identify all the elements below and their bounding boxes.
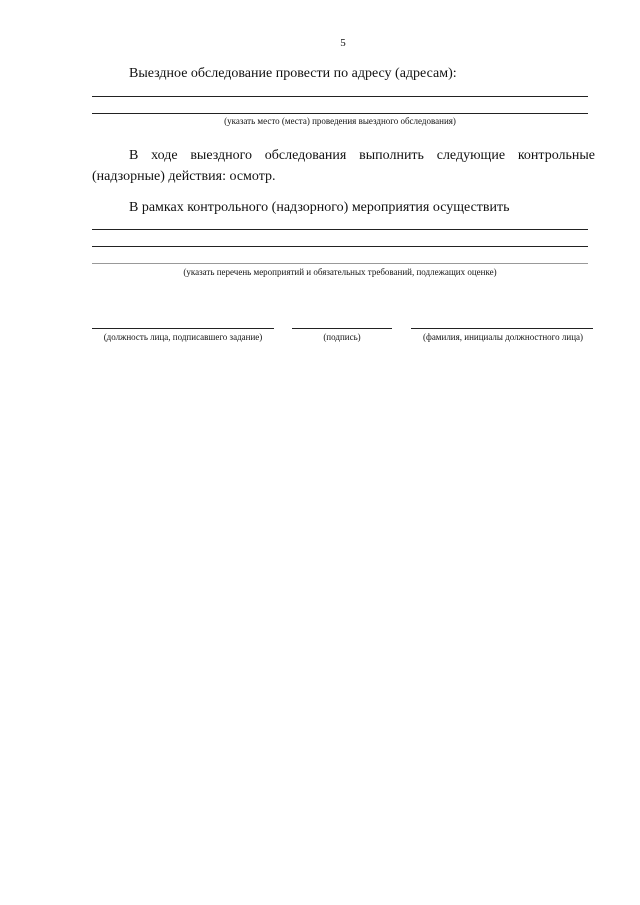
address-fill-line-1 <box>92 96 588 97</box>
control-measures-text: В рамках контрольного (надзорного) мероприятия осуществить <box>129 200 510 215</box>
inspection-address-text: Выездное обследование провести по адресу (адресам): <box>129 66 457 81</box>
signature-line <box>292 328 392 329</box>
address-caption: (указать место (места) проведения выездного обследования) <box>224 116 456 126</box>
name-caption: (фамилия, инициалы должностного лица) <box>422 332 583 342</box>
name-signature-line <box>411 328 593 329</box>
position-signature-line <box>92 328 274 329</box>
measures-fill-line-3 <box>92 263 588 264</box>
position-caption: (должность лица, подписавшего задание) <box>103 332 263 342</box>
measures-fill-line-2 <box>92 246 588 247</box>
control-actions-text: В ходе выездного обследования выполнить следующие контрольные (надзорные) действия: осмотр. <box>92 148 595 184</box>
page-number: 5 <box>340 37 346 49</box>
signature-caption: (подпись) <box>323 332 361 342</box>
measures-caption: (указать перечень мероприятий и обязательных требований, подлежащих оценке) <box>183 267 497 277</box>
measures-fill-line-1 <box>92 229 588 230</box>
address-fill-line-2 <box>92 113 588 114</box>
